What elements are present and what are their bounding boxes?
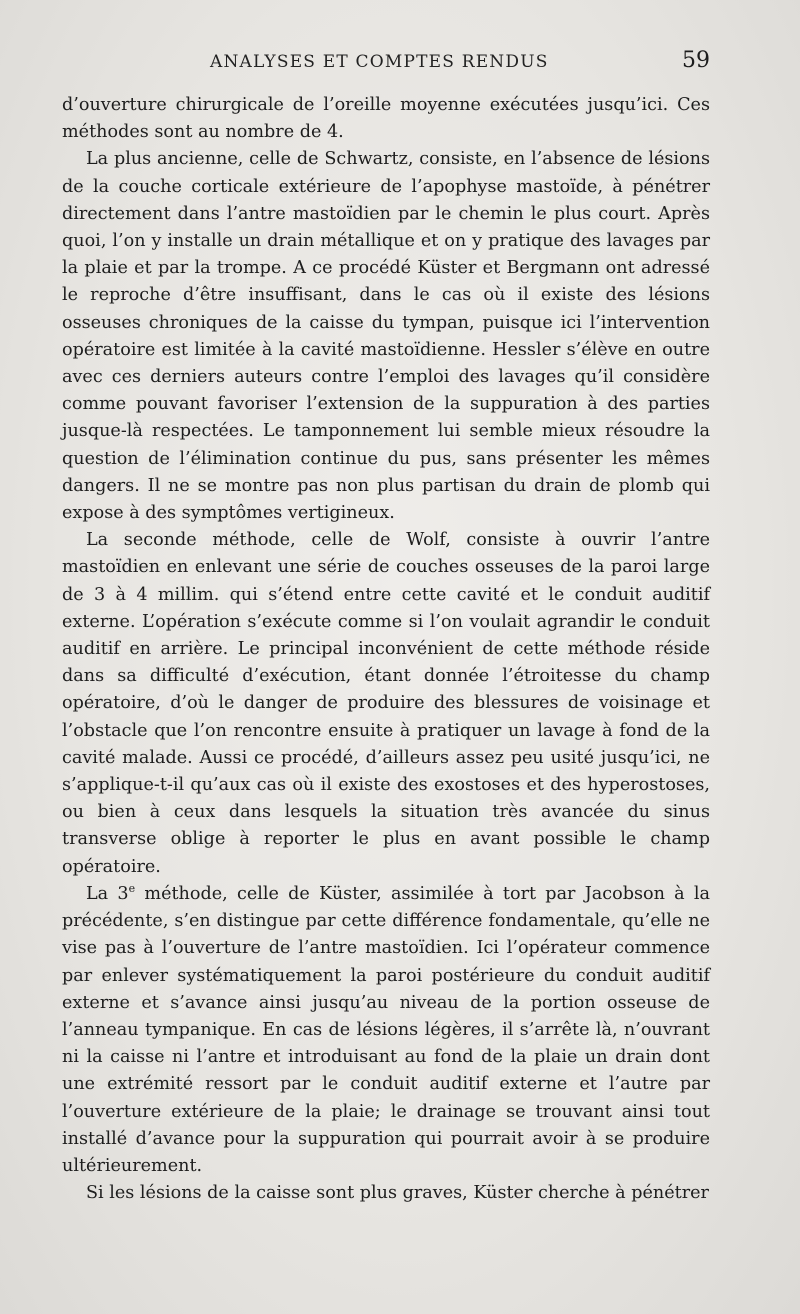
paragraph-kuster-text: méthode, celle de Küster, assimilée à tort par Jacobson à la précédente, s’en distingue par cette différence fondamentale, qu’elle ne vise pas à l’ouverture de l’antre mastoïdien. Ici l’opérateur commence par enlever systématiquement la paroi postérieure du conduit auditif externe et s’avance ainsi jusqu’au niveau de la portion osseuse de l’anneau tympanique. En cas de lésions légères, il s’arrête là, n’ouvrant ni la caisse ni l’antre et introduisant au fond de la plaie un drain dont une extrémité ressort par le conduit auditif externe et l’autre par l’ouverture extérieure de la plaie; le drainage se trouvant ainsi tout installé d’avance pour la suppuration qui pourrait avoir à se produire ultérieurement. [62, 883, 711, 1176]
paragraph-continued: d’ouverture chirurgicale de l’oreille moyenne exécutées jusqu’ici. Ces méthodes sont au nombre de 4. [62, 95, 710, 143]
page-header [60, 50, 710, 80]
paragraph-schwartz-method: La plus ancienne, celle de Schwartz, consiste, en l’absence de lésions de la couche corticale extérieure de l’apophyse mastoïde, à pénétrer directement dans l’antre mastoïdien par le chemin le plus court. Après quoi, l’on y installe un drain métallique et on y pratique des lavages par la plaie et par la trompe. A ce procédé Küster et Bergmann ont adressé le reproche d’être insuffisant, dans le cas où il existe des lésions osseuses chroniques de la caisse du tympan, puisque ici l’intervention opératoire est limitée à la cavité mastoïdienne. Hessler s’élève en outre avec ces derniers auteurs contre l’emploi des lavages qu’il considère comme pouvant favoriser l’extension de la suppuration à des parties jusque-là respectées. Le tamponnement lui semble mieux résoudre la question de l’élimination continue du pus, sans présenter les mêmes dangers. Il ne se montre pas non plus partisan du drain de plomb qui expose à des symptômes vertigineux. [62, 149, 710, 524]
running-head: ANALYSES ET COMPTES RENDUS [210, 52, 549, 72]
body-text [62, 92, 710, 1207]
paragraph-final-line: Si les lésions de la caisse sont plus graves, Küster cherche à pénétrer [86, 1183, 709, 1204]
paragraph-wolf-method: La seconde méthode, celle de Wolf, consiste à ouvrir l’antre mastoïdien en enlevant une série de couches osseuses de la paroi large de 3 à 4 millim. qui s’étend entre cette cavité et le conduit auditif externe. L’opération s’exécute comme si l’on voulait agrandir le conduit auditif en arrière. Le principal inconvénient de cette méthode réside dans sa difficulté d’exécution, étant donnée l’étroitesse du champ opératoire, d’où le danger de produire des blessures de voisinage et l’obstacle que l’on rencontre ensuite à pratiquer un lavage à fond de la cavité malade. Aussi ce procédé, d’ailleurs assez peu usité jusqu’ici, ne s’applique-t-il qu’aux cas où il existe des exostoses et des hyperostoses, ou bien à ceux dans lesquels la situation très avancée du sinus transverse oblige à reporter le plus en avant possible le champ opératoire. [62, 530, 710, 877]
ordinal-superscript: e [128, 882, 136, 896]
ordinal-number: La 3 [86, 883, 129, 904]
page-number: 59 [682, 48, 710, 73]
paragraph-kuster-method [62, 881, 710, 1180]
